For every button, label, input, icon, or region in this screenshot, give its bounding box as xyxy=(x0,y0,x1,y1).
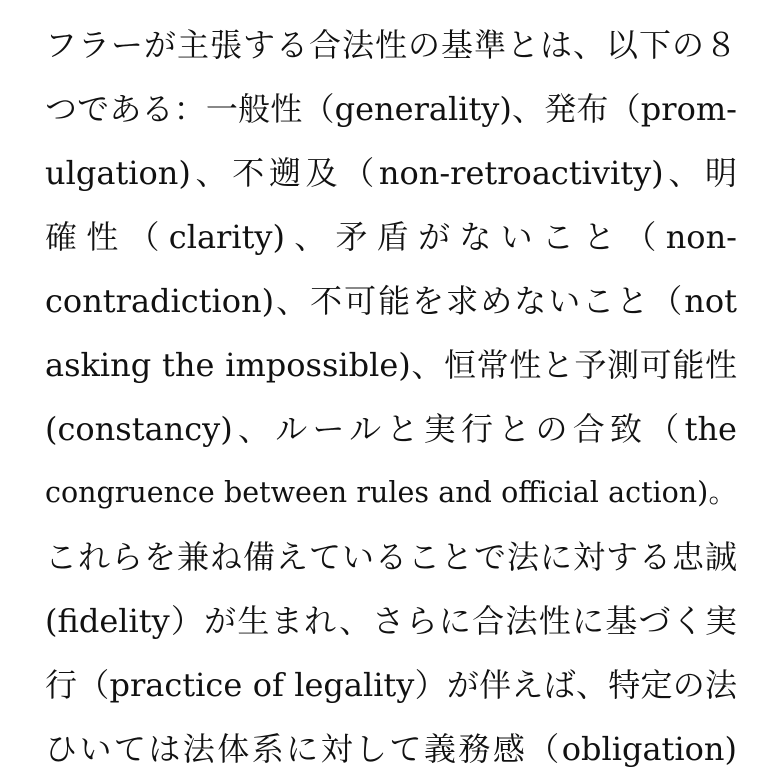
text-line: フラーが主張する合法性の基準とは、以下の８ xyxy=(45,26,737,64)
text-line: congruence between rules and official action)。 xyxy=(45,476,737,509)
text-line: 確性（clarity)、矛盾がないこと（non- xyxy=(45,218,737,256)
text-line: (fidelity）が生まれ、さらに合法性に基づく実 xyxy=(45,602,737,640)
text-line: (constancy)、ルールと実行との合致（the xyxy=(45,410,737,448)
text-line: つである：一般性（generality)、発布（prom- xyxy=(45,90,737,128)
text-line: asking the impossible)、恒常性と予測可能性 xyxy=(45,346,737,384)
text-line: ulgation)、不遡及（non-retroactivity)、明 xyxy=(45,154,737,192)
text-line: これらを兼ね備えていることで法に対する忠誠 xyxy=(45,538,737,576)
text-line: 行（practice of legality）が伴えば、特定の法 xyxy=(45,666,737,704)
text-line: contradiction)、不可能を求めないこと（not xyxy=(45,282,737,320)
text-line: ひいては法体系に対して義務感（obligation) xyxy=(45,730,737,768)
